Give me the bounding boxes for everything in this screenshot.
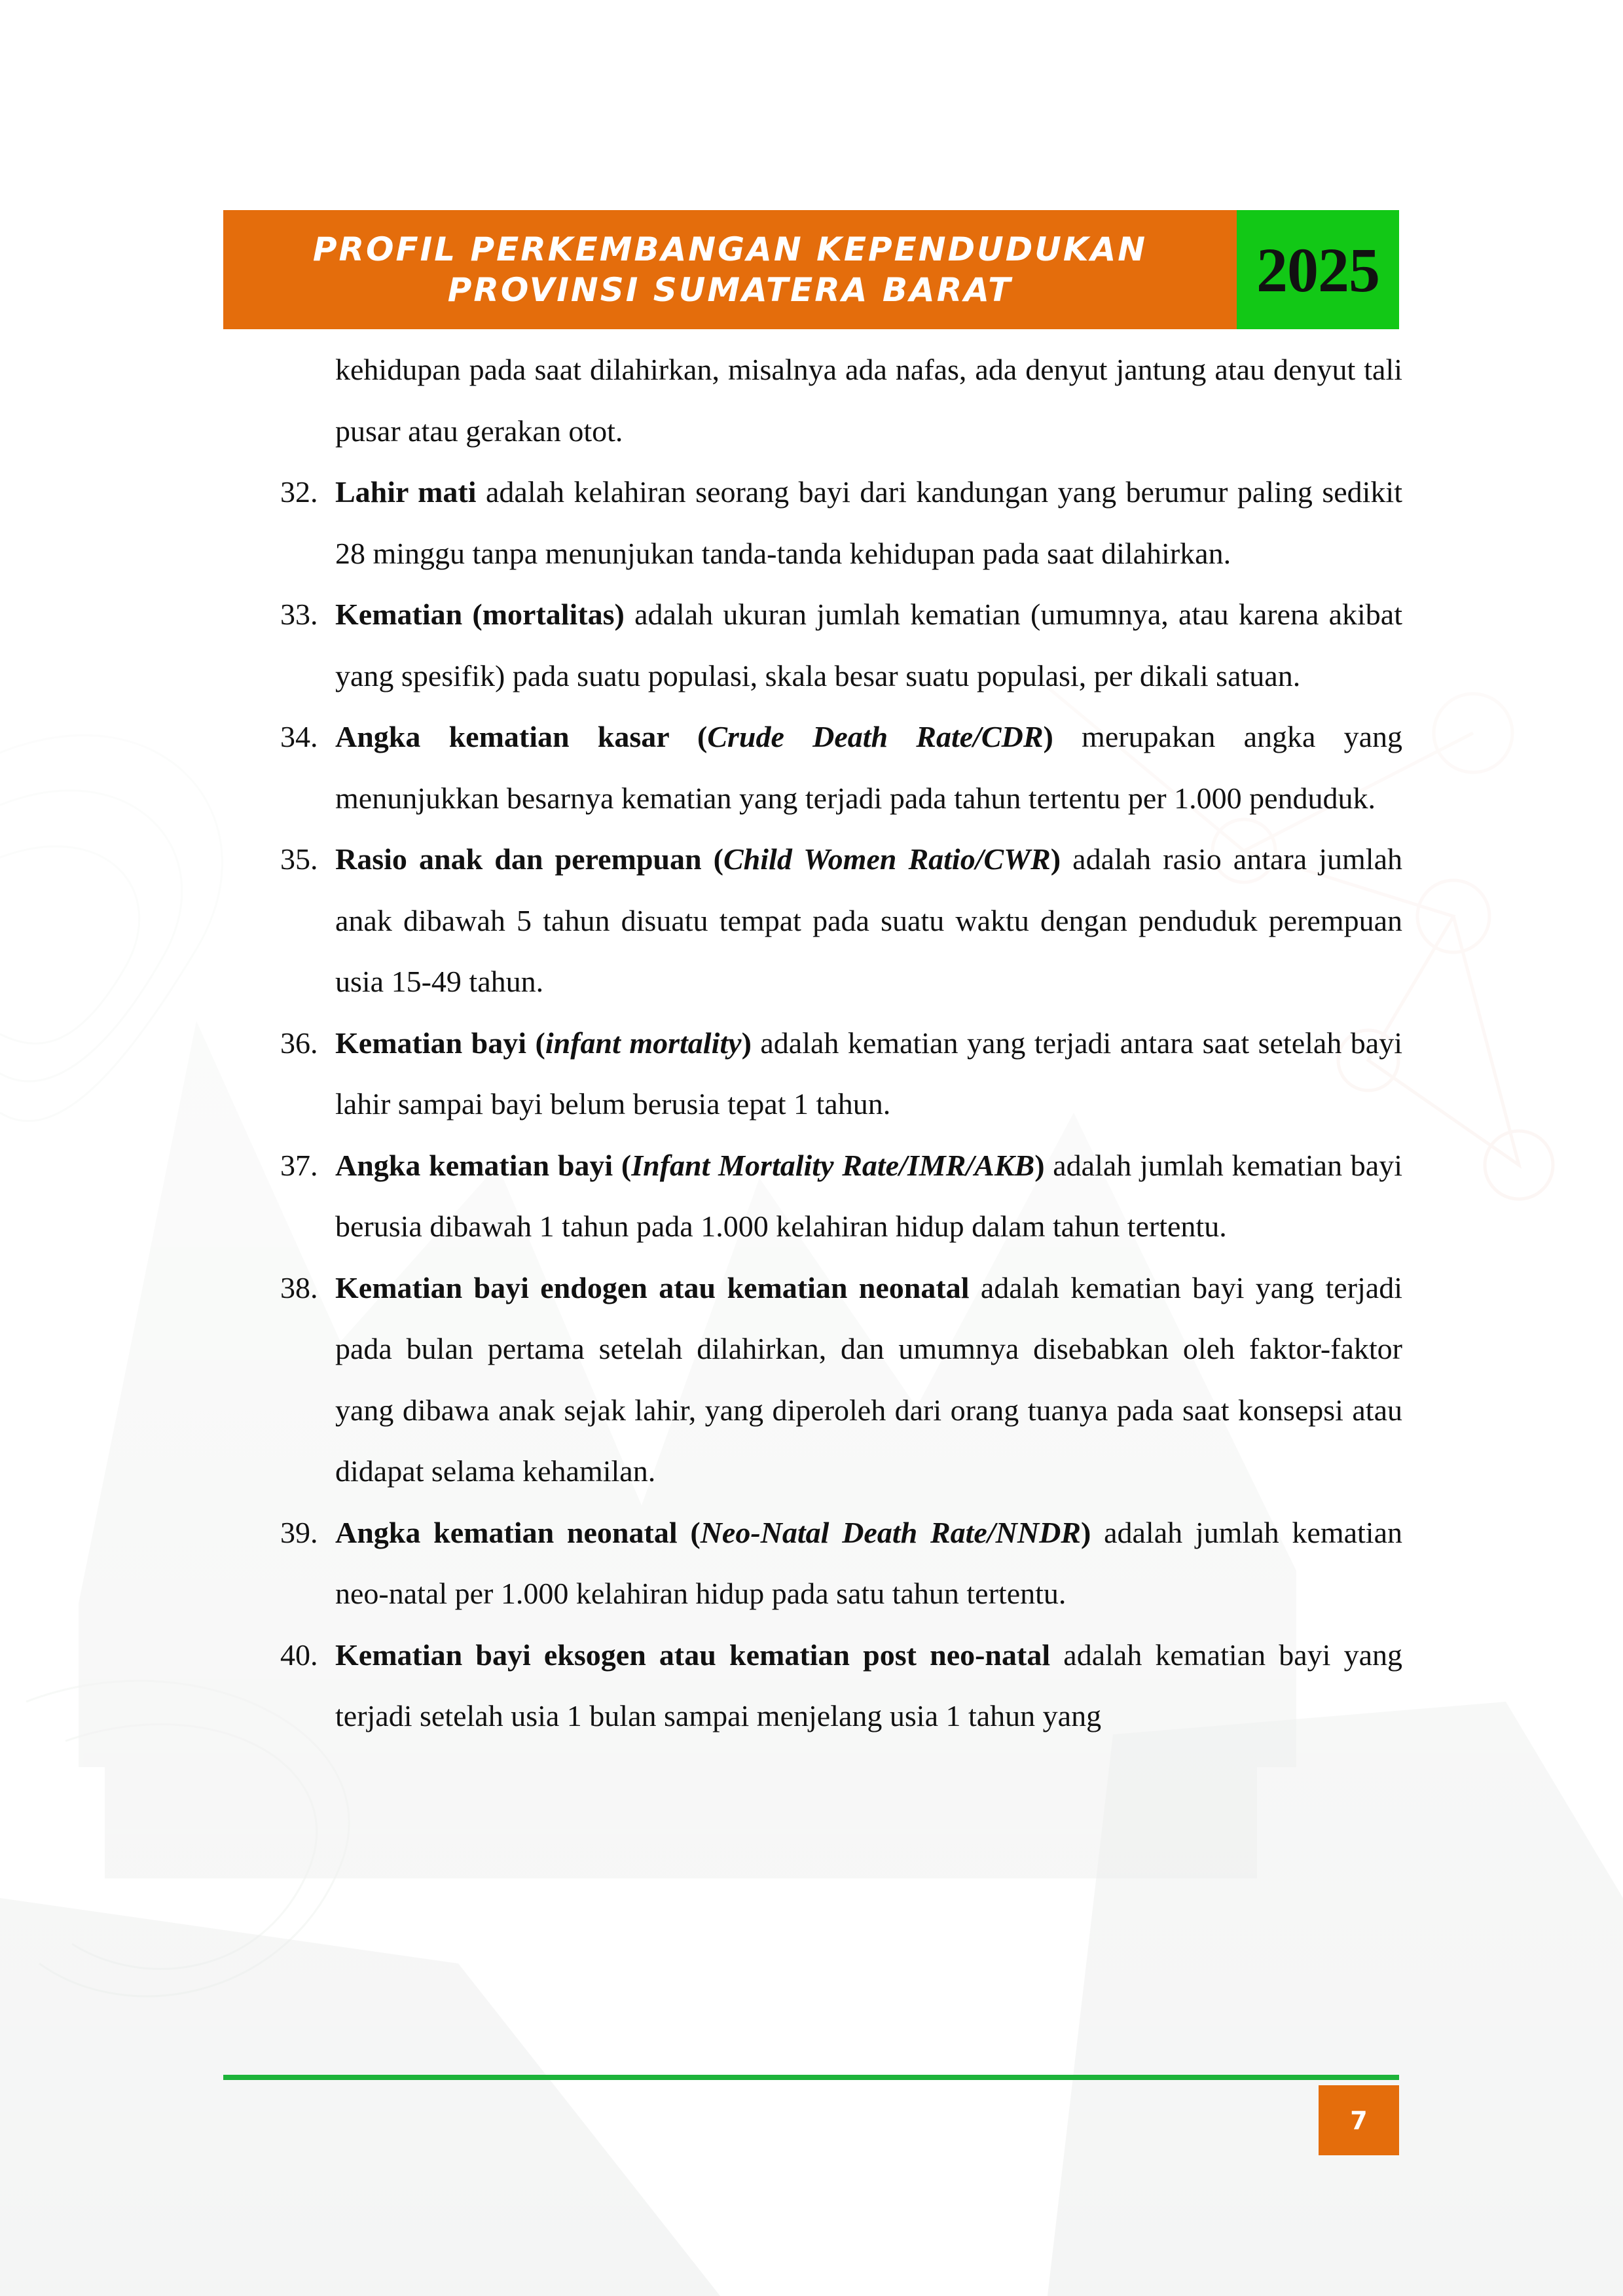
item-number: 37. — [280, 1148, 318, 1182]
definition-item — [280, 1135, 1402, 1257]
page-number: 7 — [1350, 2106, 1368, 2135]
item-number: 32. — [280, 475, 318, 509]
item-description: adalah jumlah kematian bayi berusia dibawah 1 tahun pada 1.000 kelahiran hidup dalam tahun tertentu. — [335, 1148, 1402, 1243]
page-number-badge — [1319, 2085, 1399, 2155]
item-description: adalah ukuran jumlah kematian (umumnya, atau karena akibat yang spesifik) pada suatu populasi, skala besar suatu populasi, per dikali satuan. — [335, 598, 1402, 692]
definition-item — [280, 829, 1402, 1013]
item-term — [335, 1516, 1091, 1549]
item-number: 39. — [280, 1515, 318, 1549]
item-term — [335, 1638, 1050, 1672]
item-term-english: Neo-Natal Death Rate/NNDR — [700, 1515, 1081, 1549]
item-term-text: Angka kematian neonatal ( — [335, 1515, 701, 1549]
item-term-text: Rasio anak dan perempuan ( — [335, 842, 723, 876]
definition-item — [280, 1257, 1402, 1502]
item-number: 34. — [280, 720, 318, 753]
item-term-close: ) — [741, 1026, 752, 1060]
item-term-text: Kematian bayi endogen atau kematian neonatal — [335, 1270, 970, 1304]
definition-items — [280, 461, 1402, 1747]
item-term — [335, 1271, 970, 1304]
item-description: adalah kematian bayi yang terjadi setelah usia 1 bulan sampai menjelang usia 1 tahun yang — [335, 1638, 1402, 1732]
item-description: adalah rasio antara jumlah anak dibawah 5 tahun disuatu tempat pada suatu waktu dengan penduduk perempuan usia 15-49 tahun. — [335, 842, 1402, 998]
item-description: adalah jumlah kematian neo-natal per 1.000 kelahiran hidup pada satu tahun tertentu. — [335, 1515, 1402, 1610]
item-description: adalah kelahiran seorang bayi dari kandungan yang berumur paling sedikit 28 minggu tanpa menunjukan tanda-tanda kehidupan pada saat dilahirkan. — [335, 475, 1402, 570]
item-term-text: Angka kematian kasar ( — [335, 720, 708, 753]
item-term-text: Kematian (mortalitas) — [335, 598, 625, 631]
item-number: 33. — [280, 598, 318, 631]
continuation-paragraph: kehidupan pada saat dilahirkan, misalnya ada nafas, ada denyut jantung atau denyut tali pusar atau gerakan otot. — [335, 353, 1402, 448]
header-year: 2025 — [1256, 234, 1379, 305]
item-term-text: Kematian bayi ( — [335, 1026, 545, 1060]
item-term-close: ) — [1043, 720, 1053, 753]
definition-item — [280, 706, 1402, 829]
item-description: adalah kematian bayi yang terjadi pada bulan pertama setelah dilahirkan, dan umumnya disebabkan oleh faktor-faktor yang dibawa anak sejak lahir, yang diperoleh dari orang tuanya pada saat konsepsi atau didapat selama kehamilan. — [335, 1270, 1402, 1488]
item-number: 35. — [280, 842, 318, 876]
item-term-english: Child Women Ratio/CWR — [723, 842, 1051, 876]
item-term — [335, 1149, 1045, 1182]
item-term — [335, 842, 1061, 876]
item-number: 38. — [280, 1270, 318, 1304]
item-term — [335, 598, 625, 631]
header-title-line-1: PROFIL PERKEMBANGAN KEPENDUDUKAN — [312, 230, 1148, 268]
definition-item — [280, 1624, 1402, 1747]
document-header — [223, 210, 1237, 329]
item-number: 40. — [280, 1638, 318, 1672]
item-term-english: Crude Death Rate/CDR — [707, 720, 1044, 753]
definition-item — [280, 584, 1402, 706]
item-term-text: Angka kematian bayi ( — [335, 1148, 632, 1182]
item-number: 36. — [280, 1026, 318, 1060]
item-term-close: ) — [1080, 1515, 1091, 1549]
item-term-english: infant mortality — [545, 1026, 742, 1060]
item-term-english: Infant Mortality Rate/IMR/AKB — [631, 1148, 1035, 1182]
item-description: merupakan angka yang menunjukkan besarnya kematian yang terjadi pada tahun tertentu per 1.000 penduduk. — [335, 720, 1403, 815]
definition-item — [280, 1013, 1402, 1135]
item-term-text: Kematian bayi eksogen atau kematian post neo-natal — [335, 1638, 1051, 1672]
definition-item — [280, 1502, 1402, 1624]
item-term-text: Lahir mati — [335, 475, 477, 509]
item-description: adalah kematian yang terjadi antara saat setelah bayi lahir sampai bayi belum berusia tepat 1 tahun. — [335, 1026, 1402, 1121]
header-title-line-2: PROVINSI SUMATERA BARAT — [447, 271, 1013, 309]
item-term — [335, 475, 477, 509]
header-year-badge — [1237, 210, 1399, 329]
item-term-close: ) — [1050, 842, 1061, 876]
definitions-list — [280, 339, 1402, 1747]
definition-item — [280, 461, 1402, 584]
item-term — [335, 720, 1053, 753]
footer-divider — [223, 2075, 1399, 2080]
item-term — [335, 1026, 752, 1060]
item-term-close: ) — [1034, 1148, 1045, 1182]
